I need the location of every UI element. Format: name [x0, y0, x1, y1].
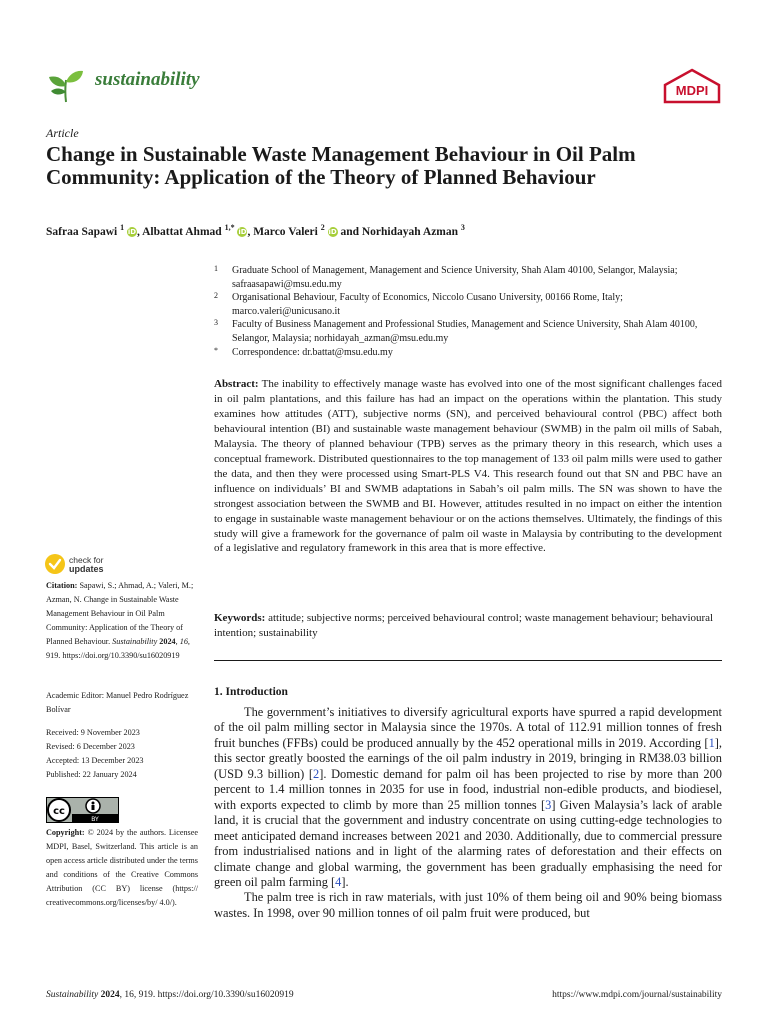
copyright-text: © 2024 by the authors. Licensee MDPI, Basel, Switzerland. This article is an open access article distributed under the terms and conditions of the Creative Commons Attribution (CC BY) license (https:// creativecommons.org/licenses/by/ 4.0/).: [46, 828, 199, 907]
copyright-block: [46, 826, 198, 909]
affiliation-text: Faculty of Business Management and Professional Studies, Management and Science University, Shah Alam 40100, Selangor, Malaysia; norhidayah_azman@msu.edu.my: [232, 319, 698, 344]
citation-volume: 16: [179, 636, 188, 646]
author-separator: ,: [247, 225, 254, 238]
affiliation-item: [214, 318, 724, 345]
dates-block: [46, 726, 198, 782]
revised-date: Revised: 6 December 2023: [46, 741, 135, 751]
author-affiliation-mark: 2: [320, 223, 325, 232]
affiliation-text: Correspondence: dr.battat@msu.edu.my: [232, 346, 393, 358]
abstract: [214, 377, 722, 556]
affiliation-item: [214, 291, 724, 318]
citation-text: Sapawi, S.; Ahmad, A.; Valeri, M.; Azman, N. Change in Sustainable Waste Management Behaviour in Oil Palm Community: Application of the Theory of Planned Behaviour.: [46, 581, 194, 646]
keywords: [214, 611, 722, 641]
author-list: [46, 223, 465, 238]
citation-block: Citation: Sapawi, S.; Ahmad, A.; Valeri, M.; Azman, N. Change in Sustainable Waste Management Behaviour in Oil Palm Community: Application of the Theory of Planned Behaviour. Sustainability 2024, 16, 919. https://doi.org/10.3390/su16020919: [46, 581, 194, 660]
author-affiliation-mark: 1: [120, 223, 125, 232]
author-separator: ,: [137, 225, 143, 238]
intro-paragraph: The palm tree is rich in raw materials, with just 10% of them being oil and 90% being biomass wastes. In 1998, over 90 million tonnes of oil palm fruit were produced, but: [214, 890, 722, 920]
intro-text: ] Given Malaysia’s lack of arable land, it is crucial that the government and industry concentrate on using cutting-edge technologies to meet anticipated demand increases between 2021 and 2030. Additionally, due to commercial pressure from industrialised nations and in light of the alarming rates of deforestation and their effects on climate change and global warming, the government has been gradually emphasising the need for green oil palm farming [: [214, 797, 722, 889]
footer-year: 2024: [100, 990, 120, 1000]
orcid-icon[interactable]: iD: [328, 227, 337, 236]
affiliation-mark: 3: [214, 318, 218, 328]
journal-name[interactable]: sustainability: [95, 69, 200, 90]
intro-text: ]. Domestic demand for palm oil has been projected to rise by more than 200 percent to 1.4 million tonnes in 2035 for use in food, industrial non-edible products, and biodiesel, with exports expected to climb by more than 25 million tonnes [: [214, 766, 722, 812]
cc-label: cc: [53, 806, 65, 817]
reference-link[interactable]: 3: [545, 797, 552, 812]
affiliation-mark: 2: [214, 291, 218, 301]
abstract-label: Abstract:: [214, 378, 259, 390]
journal-leaf-logo-icon: [46, 64, 86, 104]
affiliation-text: Organisational Behaviour, Faculty of Economics, Niccolo Cusano University, 00166 Rome, Italy; marco.valeri@unicusano.it: [232, 292, 623, 317]
citation-doi[interactable]: , 919. https://doi.org/10.3390/su16020919: [46, 636, 190, 660]
author-affiliation-mark: 3: [460, 223, 465, 232]
citation-year: 2024: [159, 636, 176, 646]
citation-journal: Sustainability: [112, 636, 158, 646]
reference-link[interactable]: 1: [708, 735, 715, 750]
abstract-text: The inability to effectively manage waste has evolved into one of the most significant challenges faced in oil palm plantations, and this failure has had an impact on the operations within the plantation. This study examines how attitudes (ATT), subjective norms (SN), and perceived behavioural control (PBC) affect both behavioural intention (BI) and sustainable waste management behaviour (SWMB) in the palm oil mills of Sabah, Malaysia. The theory of planned behaviour (TPB) serves as the primary theory in this research, which uses a conceptual framework. Distributed questionnaires to the top management of 133 oil palm mills were used to gather the data, and then they were processed using Smart-PLS V4. This research found out that SN and PBC have an influence on individuals’ BI and SWMB adaptations in Sabah’s oil palm mills. The SN was shown to have the strongest association between the SWMB and BI. However, attitudes resulted in no impact on either the intention to engage in sustainable waste management behaviour or on the actions themselves. Ultimately, the findings of this study will give a framework for the governance of palm oil waste in Malaysia by contributing to the development of a legislative and regulatory framework in this area that is more effective.: [214, 378, 722, 555]
footer-journal-url[interactable]: https://www.mdpi.com/journal/sustainability: [552, 990, 722, 1000]
affiliations: [214, 264, 724, 359]
author-name[interactable]: Norhidayah Azman: [361, 225, 459, 238]
article-type: Article: [46, 126, 79, 140]
copyright-label: Copyright:: [46, 828, 85, 837]
keywords-label: Keywords:: [214, 612, 266, 624]
affiliation-mark: 1: [214, 264, 218, 273]
footer-citation: [46, 990, 294, 1000]
author-name[interactable]: Safraa Sapawi: [46, 225, 118, 238]
intro-text: ], this sector greatly boosted the earnings of the oil palm industry in 2019, bringing in RM38.03 billion (USD 9.3 billion) [: [214, 735, 722, 781]
published-date: Published: 22 January 2024: [46, 769, 137, 779]
citation-label: Citation:: [46, 581, 78, 590]
author-separator: and: [337, 225, 362, 238]
by-label: BY: [91, 816, 99, 823]
orcid-icon[interactable]: iD: [127, 227, 137, 236]
reference-link[interactable]: 2: [313, 766, 320, 781]
affiliation-item: [214, 346, 724, 360]
author-name[interactable]: Marco Valeri: [253, 225, 318, 238]
introduction-body: [214, 705, 722, 921]
keywords-text: attitude; subjective norms; perceived behavioural control; waste management behaviour; behavioural intention; sustainability: [214, 612, 714, 639]
reference-link[interactable]: 4: [335, 874, 342, 889]
check-updates-line1: check for: [69, 555, 104, 565]
publisher-name: MDPI: [675, 83, 709, 98]
intro-text: The government’s initiatives to diversify agricultural exports have spurred a rapid development of the oil palm milling sector in Malaysia since the 1970s. A total of 112.91 million tonnes of fresh fruit bunches (FFBs) could be produced annually by the 452 operational mills in 2019. According [: [214, 705, 722, 750]
affiliation-text: Graduate School of Management, Management and Science University, Shah Alam 40100, Selangor, Malaysia; safraasapawi@msu.edu.my: [232, 265, 678, 290]
section-heading: 1. Introduction: [214, 686, 288, 698]
footer-doi[interactable]: , 16, 919. https://doi.org/10.3390/su16020919: [119, 990, 294, 1000]
check-for-updates-icon: [44, 553, 66, 575]
accepted-date: Accepted: 13 December 2023: [46, 755, 144, 765]
mdpi-logo-icon[interactable]: [662, 68, 722, 104]
footer-journal: Sustainability: [46, 990, 99, 1000]
author-affiliation-mark: 1,*: [224, 223, 235, 232]
orcid-icon[interactable]: iD: [238, 227, 247, 236]
affiliation-item: [214, 264, 724, 291]
intro-text: ].: [341, 874, 349, 889]
received-date: Received: 9 November 2023: [46, 728, 140, 737]
author-name[interactable]: Albattat Ahmad: [142, 225, 222, 238]
cc-by-license-icon[interactable]: [46, 797, 119, 823]
article-title: Change in Sustainable Waste Management Behaviour in Oil Palm Community: Application of the Theory of Planned Behaviour: [46, 142, 636, 189]
affiliation-mark: *: [214, 345, 218, 355]
intro-paragraph: [214, 705, 722, 890]
check-updates-line2: updates: [69, 564, 104, 574]
academic-editor: Academic Editor: Manuel Pedro Rodríguez Bolívar: [46, 691, 189, 714]
section-divider: [214, 660, 722, 661]
